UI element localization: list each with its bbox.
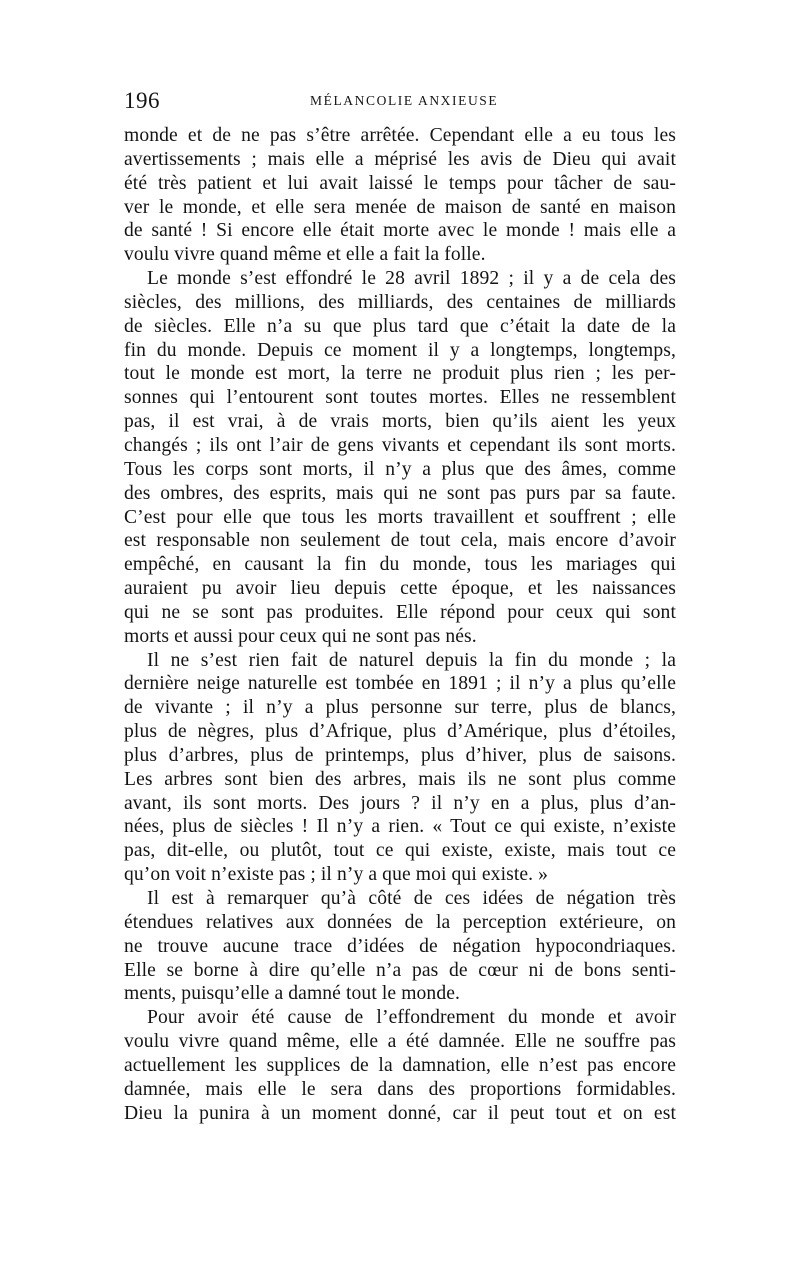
text-line: dernière neige naturelle est tombée en 1891 ; il n’y a plus qu’elle [124,673,676,695]
text-line: Il ne s’est rien fait de naturel depuis la fin du monde ; la [147,649,676,671]
text-line: des ombres, des esprits, mais qui ne sont pas purs par sa faute. [124,482,676,504]
text-line: de siècles. Elle n’a su que plus tard que c’était la date de la [124,315,676,337]
text-line: ne trouve aucune trace d’idées de négation hypocondriaques. [124,935,676,957]
body-text [124,124,676,1125]
text-line: avertissements ; mais elle a méprisé les avis de Dieu qui avait [124,148,676,170]
text-line: damnée, mais elle le sera dans des proportions formidables. [124,1078,676,1100]
text-line: auraient pu avoir lieu depuis cette époque, et les naissances [124,578,676,600]
text-line: ver le monde, et elle sera menée de maison de santé en maison [124,196,676,218]
text-line: sonnes qui l’entourent sont toutes mortes. Elles ne ressemblent [124,387,676,409]
text-line: plus d’arbres, plus de printemps, plus d’hiver, plus de saisons. [124,744,676,766]
page-number: 196 [124,88,160,113]
text-line: actuellement les supplices de la damnation, elle n’est pas encore [124,1054,676,1076]
running-title: MÉLANCOLIE ANXIEUSE [310,93,499,108]
text-line: siècles, des millions, des milliards, des centaines de milliards [124,291,676,313]
text-line: est responsable non seulement de tout cela, mais encore d’avoir [124,530,676,552]
text-line: Les arbres sont bien des arbres, mais ils ne sont plus comme [124,768,676,790]
text-line: changés ; ils ont l’air de gens vivants et cependant ils sont morts. [124,434,676,456]
text-line: pas, il est vrai, à de vrais morts, bien qu’ils aient les yeux [124,411,676,433]
text-line: de vivante ; il n’y a plus personne sur terre, plus de blancs, [124,697,676,719]
text-line: C’est pour elle que tous les morts travaillent et souffrent ; elle [124,506,676,528]
text-line: ments, puisqu’elle a damné tout le monde. [124,983,461,1005]
text-line: Pour avoir été cause de l’effondrement du monde et avoir [147,1007,676,1029]
running-head [124,88,676,118]
text-line: avant, ils sont morts. Des jours ? il n’y en a plus, plus d’an- [124,792,676,814]
text-line: voulu vivre quand même, elle a été damnée. Elle ne souffre pas [124,1031,676,1053]
text-line: Elle se borne à dire qu’elle n’a pas de cœur ni de bons senti- [124,959,676,981]
text-line: monde et de ne pas s’être arrêtée. Cependant elle a eu tous les [124,125,676,146]
text-line: Dieu la punira à un moment donné, car il peut tout et on est [124,1102,676,1124]
text-line: empêché, en causant la fin du monde, tous les mariages qui [124,554,676,576]
text-line: de santé ! Si encore elle était morte avec le monde ! mais elle a [124,220,676,242]
text-line: nées, plus de siècles ! Il n’y a rien. « Tout ce qui existe, n’existe [124,816,676,838]
text-line: morts et aussi pour ceux qui ne sont pas nés. [124,625,477,647]
text-line: été très patient et lui avait laissé le temps pour tâcher de sau- [124,172,676,194]
text-line: Il est à remarquer qu’à côté de ces idées de négation très [147,888,676,909]
text-line: Le monde s’est effondré le 28 avril 1892 ; il y a de cela des [147,268,676,290]
text-line: qui ne se sont pas produites. Elle répond pour ceux qui sont [124,601,676,623]
text-line: plus de nègres, plus d’Afrique, plus d’Amérique, plus d’étoiles, [124,721,676,743]
text-line: tout le monde est mort, la terre ne produit plus rien ; les per- [124,363,676,385]
text-line: étendues relatives aux données de la perception extérieure, on [124,911,676,933]
text-line: voulu vivre quand même et elle a fait la folle. [124,244,486,266]
text-line: qu’on voit n’existe pas ; il n’y a que moi qui existe. » [124,864,549,886]
text-line: fin du monde. Depuis ce moment il y a longtemps, longtemps, [124,339,676,361]
text-line: Tous les corps sont morts, il n’y a plus que des âmes, comme [124,458,676,480]
text-line: pas, dit-elle, ou plutôt, tout ce qui existe, existe, mais tout ce [124,840,676,862]
